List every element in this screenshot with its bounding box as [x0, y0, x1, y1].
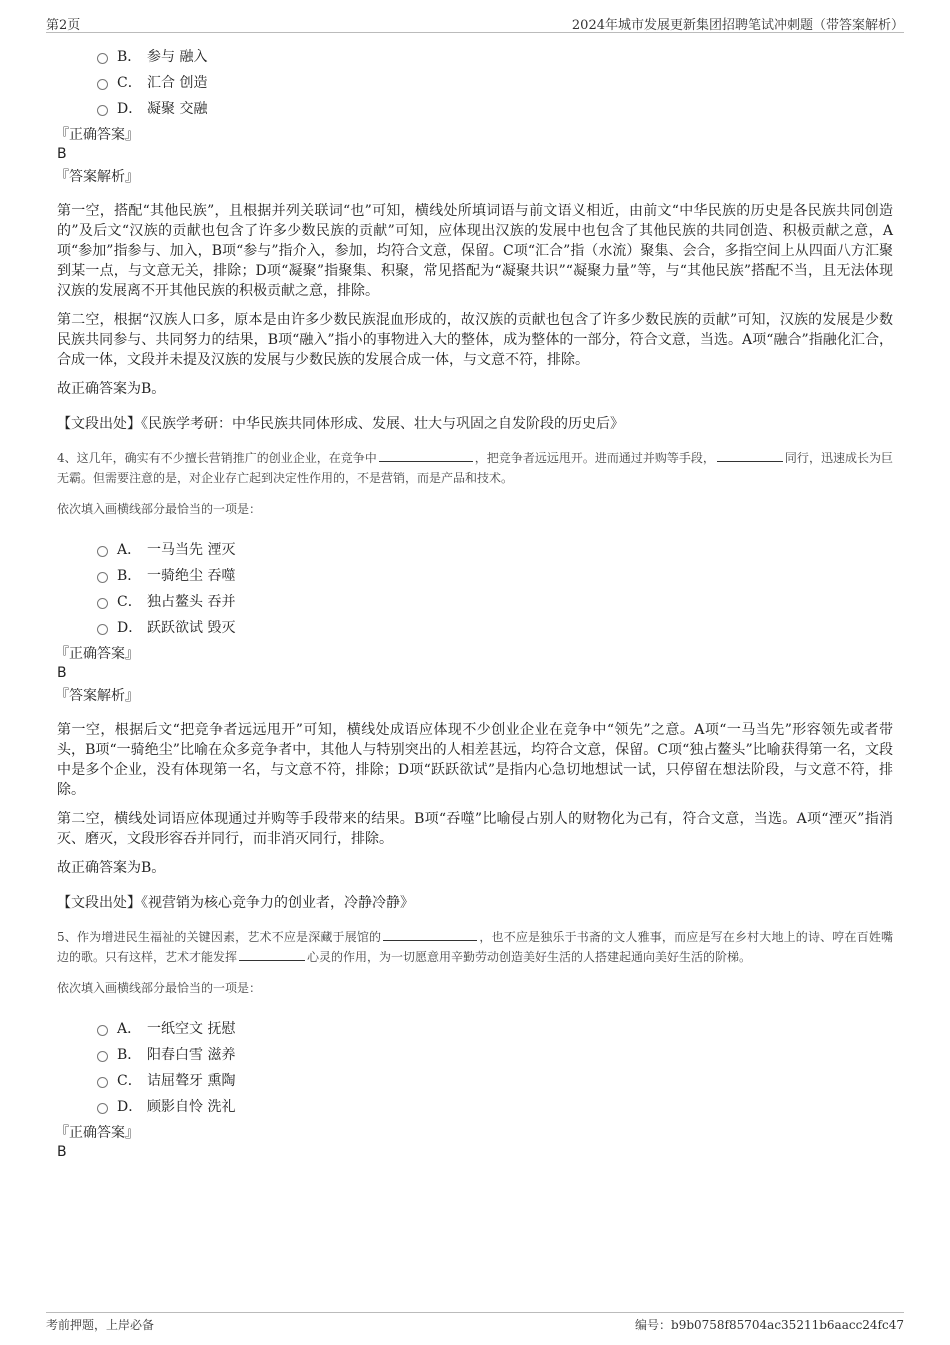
option-b[interactable]: B． 阳春白雪 滋养	[97, 1042, 893, 1068]
radio-icon[interactable]	[97, 79, 108, 90]
radio-icon[interactable]	[97, 1025, 108, 1036]
blank-line	[717, 449, 783, 462]
document-body	[57, 44, 893, 1164]
answer-value: B	[57, 146, 67, 162]
option-d[interactable]: D． 顾影自怜 洗礼	[97, 1094, 893, 1120]
source-citation: 【文段出处】《民族学考研：中华民族共同体形成、发展、壮大与巩固之自发阶段的历史后》	[57, 416, 624, 432]
option-c[interactable]: C． 独占鳌头 吞并	[97, 589, 893, 615]
analysis-paragraph: 第一空，根据后文“把竞争者远远甩开”可知，横线处成语应体现不少创业企业在竞争中“领先”之意。A项“一马当先”形容领先或者带头，B项“一骑绝尘”比喻在众多竞争者中，其他人与特别突出的人相差甚远，均符合文意，保留。C项“独占鳌头”比喻获得第一名，文段中是多个企业，没有体现第一名，与文意不符，排除；D项“跃跃欲试”是指内心急切地想试一试，只停留在想法阶段，与文意不符，排除。	[57, 722, 893, 798]
question-4-text: 4、这几年，确实有不少擅长营销推广的创业企业，在竞争中 ，把竞争者远远甩开。进而通过并购等手段， 同行，迅速成长为巨无霸。但需要注意的是，对企业存亡起到决定性作用的，不是营销，而是产品和技术。	[57, 451, 893, 485]
option-c[interactable]: C． 汇合 创造	[97, 70, 893, 96]
page-number: 第2页	[46, 18, 81, 33]
q5-options	[57, 1016, 893, 1120]
option-c[interactable]: C． 诘屈聱牙 熏陶	[97, 1068, 893, 1094]
radio-icon[interactable]	[97, 53, 108, 64]
radio-icon[interactable]	[97, 624, 108, 635]
q4-options	[57, 537, 893, 641]
answer-label: 『正确答案』	[55, 1125, 139, 1141]
analysis-conclusion: 故正确答案为B。	[57, 860, 166, 876]
analysis-label: 『答案解析』	[55, 169, 139, 185]
answer-value: B	[57, 1144, 67, 1160]
question-instruction: 依次填入画横线部分最恰当的一项是：	[57, 502, 262, 516]
page-footer	[46, 1312, 904, 1337]
option-b[interactable]: B． 参与 融入	[97, 44, 893, 70]
blank-line	[239, 948, 305, 961]
radio-icon[interactable]	[97, 1103, 108, 1114]
radio-icon[interactable]	[97, 105, 108, 116]
source-citation: 【文段出处】《视营销为核心竞争力的创业者，冷静冷静》	[57, 895, 414, 911]
option-d[interactable]: D． 跃跃欲试 毁灭	[97, 615, 893, 641]
document-code: 编号：b9b0758f85704ac35211b6aacc24fc47	[635, 1318, 904, 1332]
analysis-paragraph: 第一空，搭配“其他民族”，且根据并列关联词“也”可知，横线处所填词语与前文语义相近，由前文“中华民族的历史是各民族共同创造的”及后文“汉族的贡献也包含了许多少数民族的贡献”可知，应体现出汉族的发展中也包含了其他民族的共同创造、积极贡献之意，A项“参加”指参与、加入，B项“参与”指介入，参加，均符合文意，保留。C项“汇合”指（水流）聚集、会合，多指空间上从四面八方汇聚到某一点，与文意无关，排除；D项“凝聚”指聚集、积聚，常见搭配为“凝聚共识”“凝聚力量”等，与“其他民族”搭配不当，且无法体现汉族的发展离不开其他民族的积极贡献之意，排除。	[57, 203, 893, 299]
option-b[interactable]: B． 一骑绝尘 吞噬	[97, 563, 893, 589]
radio-icon[interactable]	[97, 598, 108, 609]
analysis-paragraph: 第二空，横线处词语应体现通过并购等手段带来的结果。B项“吞噬”比喻侵占别人的财物化为己有，符合文意，当选。A项“湮灭”指消灭、磨灭，文段形容吞并同行，而非消灭同行，排除。	[57, 811, 893, 847]
analysis-label: 『答案解析』	[55, 688, 139, 704]
question-instruction: 依次填入画横线部分最恰当的一项是：	[57, 981, 262, 995]
footer-slogan: 考前押题，上岸必备	[46, 1318, 155, 1332]
option-d[interactable]: D． 凝聚 交融	[97, 96, 893, 122]
option-a[interactable]: A． 一马当先 湮灭	[97, 537, 893, 563]
analysis-conclusion: 故正确答案为B。	[57, 381, 166, 397]
question-5-text: 5、作为增进民生福祉的关键因素，艺术不应是深藏于展馆的 ，也不应是独乐于书斋的文人雅事，而应是写在乡村大地上的诗、哼在百姓嘴边的歌。只有这样，艺术才能发挥 心灵的作用，为一切愿意用辛勤劳动创造美好生活的人搭建起通向美好生活的阶梯。	[57, 930, 893, 964]
radio-icon[interactable]	[97, 1051, 108, 1062]
radio-icon[interactable]	[97, 572, 108, 583]
option-a[interactable]: A． 一纸空文 抚慰	[97, 1016, 893, 1042]
page-header	[46, 12, 904, 33]
document-title: 2024年城市发展更新集团招聘笔试冲刺题（带答案解析）	[571, 18, 904, 33]
blank-line	[379, 449, 473, 462]
radio-icon[interactable]	[97, 1077, 108, 1088]
answer-label: 『正确答案』	[55, 127, 139, 143]
blank-line	[383, 928, 477, 941]
analysis-paragraph: 第二空，根据“汉族人口多，原本是由许多少数民族混血形成的，故汉族的贡献也包含了许多少数民族的贡献”可知，汉族的发展是少数民族共同参与、共同努力的结果，B项“融入”指小的事物进入大的整体，成为整体的一部分，符合文意，当选。A项“融合”指融化汇合，合成一体，文段并未提及汉族的发展与少数民族的发展合成一体，与文意不符，排除。	[57, 312, 893, 368]
answer-value: B	[57, 665, 67, 681]
answer-label: 『正确答案』	[55, 646, 139, 662]
q3-options	[57, 44, 893, 122]
radio-icon[interactable]	[97, 546, 108, 557]
